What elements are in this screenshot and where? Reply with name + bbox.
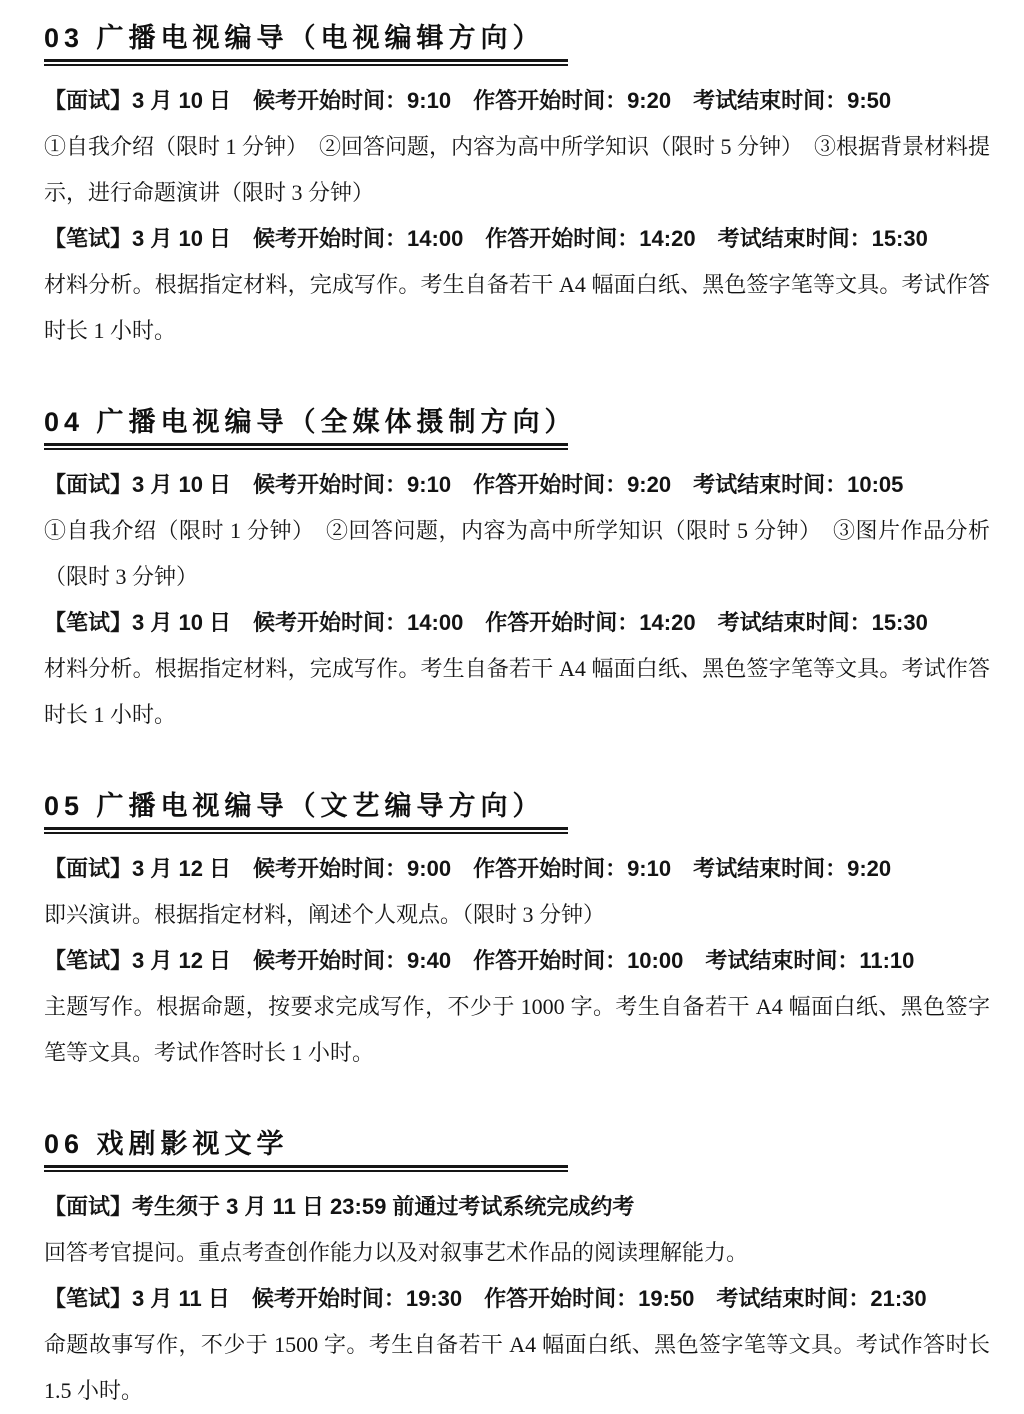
- written-schedule-line: 【笔试】3 月 10 日 候考开始时间：14:00 作答开始时间：14:20 考试结束时间：15:30: [44, 610, 928, 635]
- written-schedule-line: 【笔试】3 月 11 日 候考开始时间：19:30 作答开始时间：19:50 考试结束时间：21:30: [44, 1286, 927, 1311]
- interview-description: ①自我介绍（限时 1 分钟） ②回答问题，内容为高中所学知识（限时 5 分钟） ③根据背景材料提示，进行命题演讲（限时 3 分钟）: [44, 134, 991, 205]
- section-03-tv-editing: [44, 22, 990, 354]
- interview-schedule-line: 【面试】考生须于 3 月 11 日 23:59 前通过考试系统完成约考: [44, 1194, 635, 1219]
- section-title: 04 广播电视编导（全媒体摄制方向）: [44, 407, 577, 437]
- interview-description: ①自我介绍（限时 1 分钟） ②回答问题，内容为高中所学知识（限时 5 分钟） ③图片作品分析（限时 3 分钟）: [44, 518, 990, 589]
- interview-description: 回答考官提问。重点考查创作能力以及对叙事艺术作品的阅读理解能力。: [44, 1240, 749, 1265]
- section-title: 06 戏剧影视文学: [44, 1129, 289, 1159]
- section-title: 03 广播电视编导（电视编辑方向）: [44, 23, 545, 53]
- title-double-rule: [44, 59, 568, 66]
- section-06-drama-film-literature: [44, 1128, 990, 1414]
- interview-schedule-line: 【面试】3 月 12 日 候考开始时间：9:00 作答开始时间：9:10 考试结束时间：9:20: [44, 856, 892, 881]
- written-description: 材料分析。根据指定材料，完成写作。考生自备若干 A4 幅面白纸、黑色签字笔等文具。考试作答时长 1 小时。: [44, 272, 990, 343]
- title-double-rule: [44, 827, 568, 834]
- section-04-all-media-production: [44, 406, 990, 738]
- written-description: 材料分析。根据指定材料，完成写作。考生自备若干 A4 幅面白纸、黑色签字笔等文具。考试作答时长 1 小时。: [44, 656, 990, 727]
- title-double-rule: [44, 1165, 568, 1172]
- written-schedule-line: 【笔试】3 月 12 日 候考开始时间：9:40 作答开始时间：10:00 考试结束时间：11:10: [44, 948, 915, 973]
- section-05-literary-art-directing: [44, 790, 990, 1076]
- written-schedule-line: 【笔试】3 月 10 日 候考开始时间：14:00 作答开始时间：14:20 考试结束时间：15:30: [44, 226, 928, 251]
- written-description: 命题故事写作，不少于 1500 字。考生自备若干 A4 幅面白纸、黑色签字笔等文具。考试作答时长 1.5 小时。: [44, 1332, 990, 1403]
- section-title: 05 广播电视编导（文艺编导方向）: [44, 791, 545, 821]
- title-double-rule: [44, 443, 568, 450]
- written-description: 主题写作。根据命题，按要求完成写作，不少于 1000 字。考生自备若干 A4 幅面白纸、黑色签字笔等文具。考试作答时长 1 小时。: [44, 994, 990, 1065]
- interview-schedule-line: 【面试】3 月 10 日 候考开始时间：9:10 作答开始时间：9:20 考试结束时间：10:05: [44, 472, 904, 497]
- interview-schedule-line: 【面试】3 月 10 日 候考开始时间：9:10 作答开始时间：9:20 考试结束时间：9:50: [44, 88, 892, 113]
- interview-description: 即兴演讲。根据指定材料，阐述个人观点。（限时 3 分钟）: [44, 902, 606, 927]
